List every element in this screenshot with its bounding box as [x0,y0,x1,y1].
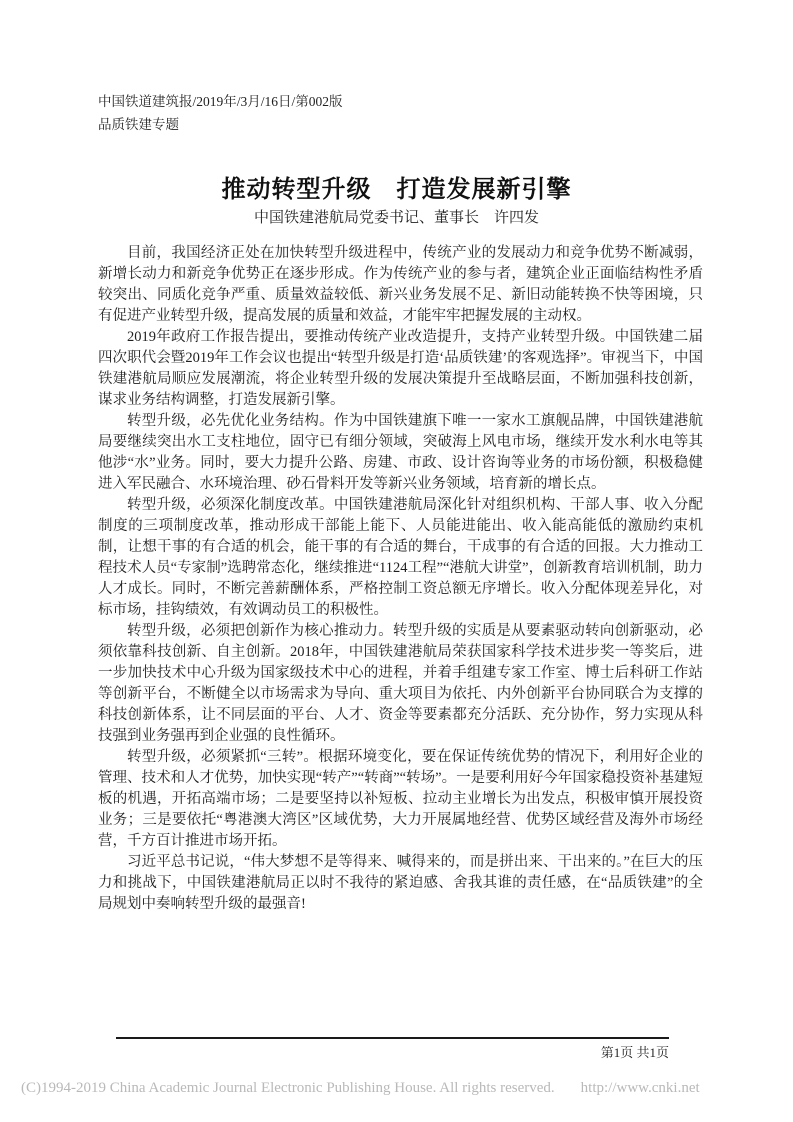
paragraph: 转型升级，必须深化制度改革。中国铁建港航局深化针对组织机构、干部人事、收入分配制度的三项制度改革，推动形成干部能上能下、人员能进能出、收入能高能低的激励约束机制，让想干事的有合适的机会，能干事的有合适的舞台，干成事的有合适的回报。大力推动工程技术人员“专家制”选聘常态化，继续推进“1124工程”“港航大讲堂”，创新教育培训机制，助力人才成长。同时，不断完善薪酬体系，严格控制工资总额无序增长。收入分配体现差异化，对标市场，挂钩绩效，有效调动员工的积极性。 [98,497,703,618]
paragraph: 转型升级，必须紧抓“三转”。根据环境变化，要在保证传统优势的情况下，利用好企业的管理、技术和人才优势，加快实现“转产”“转商”“转场”。一是要利用好今年国家稳投资补基建短板的机遇，开拓高端市场；二是要坚持以补短板、拉动主业增长为出发点，积极审慎开展投资业务；三是要依托“粤港澳大湾区”区域优势，大力开展属地经营、优势区域经营及海外市场经营，千方百计推进市场开拓。 [98,749,703,849]
article-body [98,243,703,915]
page-footer [116,1037,669,1061]
copyright-notice: (C)1994-2019 China Academic Journal Electronic Publishing House. All rights reserved. [21,1080,555,1096]
publication-info: 中国铁道建筑报/2019年/3月/16日/第002版 [98,94,343,109]
page-number-indicator: 第1页 共1页 [600,1045,669,1060]
paragraph: 目前，我国经济正处在加快转型升级进程中，传统产业的发展动力和竞争优势不断减弱，新增长动力和新竞争优势正在逐步形成。作为传统产业的参与者，建筑企业正面临结构性矛盾较突出、同质化竞争严重、质量效益较低、新兴业务发展不足、新旧动能转换不快等困境，只有促进产业转型升级，提高发展的质量和效益，才能牢牢把握发展的主动权。 [98,245,703,324]
article-title: 推动转型升级 打造发展新引擎 [221,176,572,204]
paragraph: 转型升级，必先优化业务结构。作为中国铁建旗下唯一一家水工旗舰品牌，中国铁建港航局要继续突出水工支柱地位，固守已有细分领域，突破海上风电市场，继续开发水利水电等其他涉“水”业务。同时，要大力提升公路、房建、市政、设计咨询等业务的市场份额，积极稳健进入军民融合、水环境治理、砂石骨料开发等新兴业务领域，培育新的增长点。 [98,413,703,492]
paragraph: 转型升级，必须把创新作为核心推动力。转型升级的实质是从要素驱动转向创新驱动，必须依靠科技创新、自主创新。2018年，中国铁建港航局荣获国家科学技术进步奖一等奖后，进一步加快技术中心升级为国家级技术中心的进程，并着手组建专家工作室、博士后科研工作站等创新平台，不断健全以市场需求为导向、重大项目为依托、内外创新平台协同联合为支撑的科技创新体系，让不同层面的平台、人才、资金等要素都充分活跃、充分协作，努力实现从科技强到业务强再到企业强的良性循环。 [98,623,703,744]
paragraph: 习近平总书记说，“伟大梦想不是等得来、喊得来的，而是拼出来、干出来的。”在巨大的压力和挑战下，中国铁建港航局正以时不我待的紧迫感、舍我其谁的责任感，在“品质铁建”的全局规划中奏响转型升级的最强音! [98,854,703,912]
paragraph: 2019年政府工作报告提出，要推动传统产业改造提升，支持产业转型升级。中国铁建二届四次职代会暨2019年工作会议也提出“转型升级是打造‘品质铁建’的客观选择”。审视当下，中国铁建港航局顺应发展潮流，将企业转型升级的发展决策提升至战略层面，不断加强科技创新，谋求业务结构调整，打造发展新引擎。 [98,329,703,408]
column-title: 品质铁建专题 [98,117,179,132]
copyright-bar [21,1080,781,1097]
copyright-url: http://www.cnki.net [580,1080,700,1096]
document-header [98,90,343,136]
article-author: 中国铁建港航局党委书记、董事长 许四发 [253,210,539,226]
